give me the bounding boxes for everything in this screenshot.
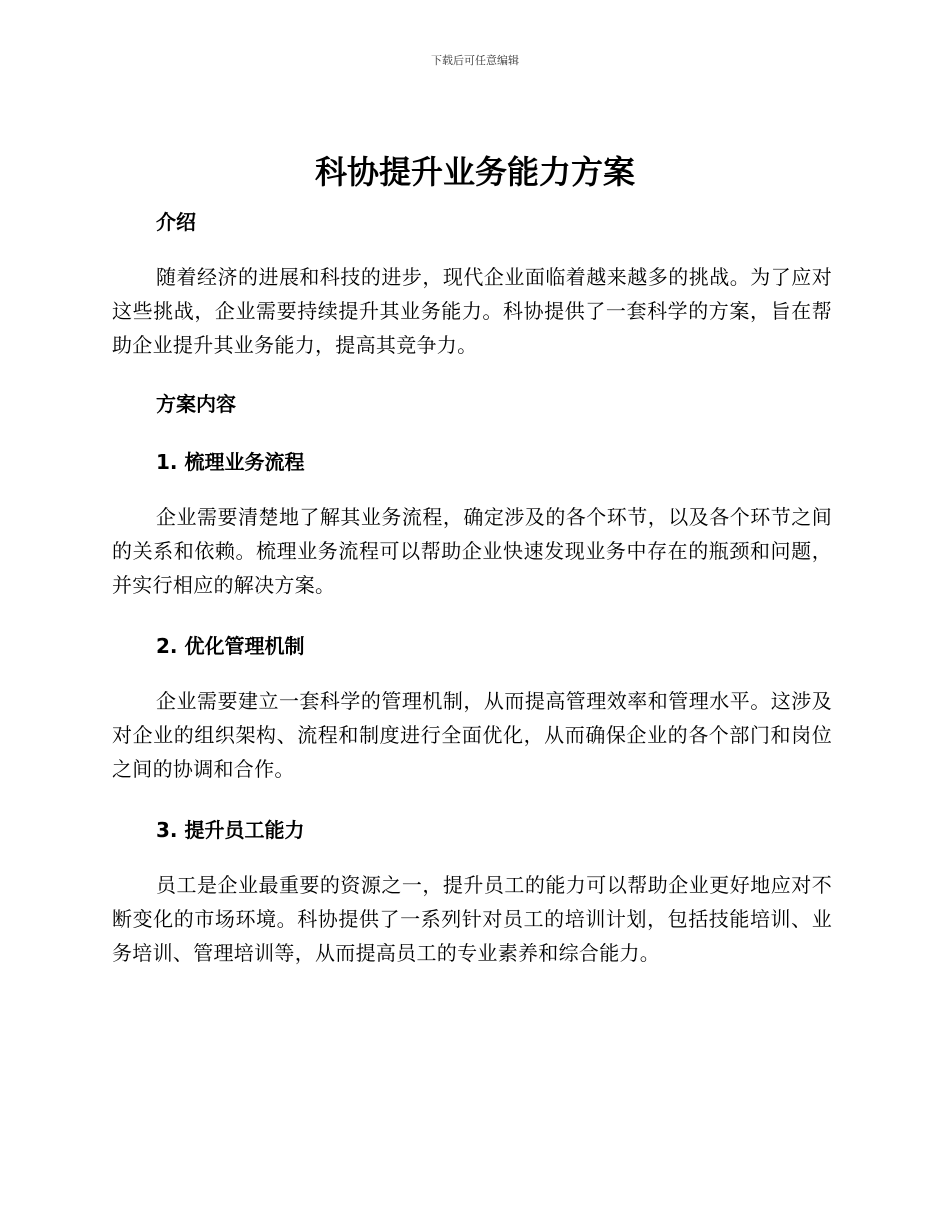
section-paragraph-2: 企业需要建立一套科学的管理机制，从而提高管理效率和管理水平。这涉及对企业的组织架构、流程和制度进行全面优化，从而确保企业的各个部门和岗位之间的协调和合作。 [112,689,832,781]
document-title: 科协提升业务能力方案 [314,153,635,191]
page-header-note: 下载后可任意编辑 [431,54,519,67]
section-heading-1: 1. 梳理业务流程 [156,450,305,474]
section-paragraph-1: 企业需要清楚地了解其业务流程，确定涉及的各个环节，以及各个环节之间的关系和依赖。梳理业务流程可以帮助企业快速发现业务中存在的瓶颈和问题，并实行相应的解决方案。 [112,505,832,597]
document-body [112,200,832,970]
section-paragraph-3: 员工是企业最重要的资源之一，提升员工的能力可以帮助企业更好地应对不断变化的市场环境。科协提供了一系列针对员工的培训计划，包括技能培训、业务培训、管理培训等，从而提高员工的专业素养和综合能力。 [112,873,832,965]
intro-paragraph: 随着经济的进展和科技的进步，现代企业面临着越来越多的挑战。为了应对这些挑战，企业需要持续提升其业务能力。科协提供了一套科学的方案，旨在帮助企业提升其业务能力，提高其竞争力。 [112,265,832,357]
section-heading-3: 3. 提升员工能力 [156,818,305,842]
intro-heading: 介绍 [156,210,196,234]
section-heading-2: 2. 优化管理机制 [156,634,305,658]
plan-heading: 方案内容 [156,392,236,416]
